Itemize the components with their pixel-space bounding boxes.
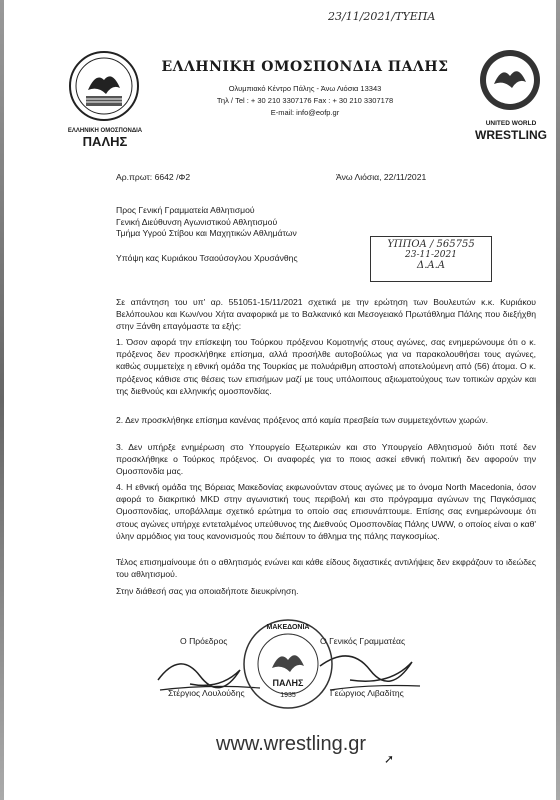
intro-paragraph: Σε απάντηση του υπ' αρ. 551051-15/11/2021 σχετικά με την ερώτηση των Βουλευτών κ.κ. Κυριάκου Βελόπουλου και Κων/νου Χήτα αναφορικά με το Βαλκανικό και Μεσογειακό Πρωτάθλημα Πάλης που διεξήχθη στην Ξάνθη επαγόμαστε τα εξής: [116, 297, 536, 332]
handwritten-note: 23/11/2021/ΤΥΕΠΑ [328, 10, 436, 23]
left-logo-small-text: ΕΛΛΗΝΙΚΗ ΟΜΟΣΠΟΝΔΙΑ [67, 128, 143, 134]
official-seal [242, 618, 334, 710]
seal-top-text: ΜΑΚΕΔΟΝΙΑ [266, 624, 310, 631]
seal-bottom-text: ΠΑΛΗΣ [272, 678, 304, 688]
scan-right-edge [556, 0, 560, 800]
right-logo-small-text: UNITED WORLD [485, 120, 537, 127]
place-date: Άνω Λιόσια, 22/11/2021 [336, 172, 427, 182]
left-logo-big-text: ΠΑΛΗΣ [82, 134, 128, 149]
paragraph-4: 4. Η εθνική ομάδα της Βόρειας Μακεδονίας εκφωνούνταν στους αγώνες με το όνομα North Macedonia, όσον αφορά το διακριτικό MKD στην αγωνιστική τους περιβολή και στο πρόγραμμα αγώνων της Παγκόσμιας Ομοσπονδίας, υποβάλλαμε σχετικό ερώτημα το οποίο σας επισυνάπτουμε. Επίσης σας ενημερώνουμε ότι στους αγώνες υπήρχε εντεταλμένος υπεύθυνος της Διεθνούς Ομοσπονδίας Πάλης UWW, ο οποίος είναι ο καθ' ύλην αρμόδιος για τους κανονισμούς που διέπουν το άθλημα της πάλης παγκοσμίως. [116, 482, 536, 541]
org-address: Ολυμπιακό Κέντρο Πάλης - Άνω Λιόσια 13343 [228, 84, 382, 93]
footer-url[interactable]: www.wrestling.gr [216, 733, 367, 755]
uww-logo [478, 48, 542, 112]
paragraph-1: 1. Όσον αφορά την επίσκεψη του Τούρκου πρόξενου Κομοτηνής στους αγώνες, σας ενημερώνουμε ότι ο κ. πρόξενος δεν προσκλήθηκε επίσημα, αλλά προσήλθε αυτοβούλως για να παρακολουθήσει τους αγώνες, καθώς συμμετείχε η εθνική ομάδα της Τουρκίας με πολυάριθμη αποστολή αποτελούμενη από (56) άτομα. Ο κ. πρόξενος κάθισε στις θέσεις των επισήμων μαζί με τους υπόλοιπους αξιωματούχους των τοπικών αρχών και της διεθνούς και ελληνικής ομοσπονδίας. [116, 337, 536, 396]
org-title: ΕΛΛΗΝΙΚΗ ΟΜΟΣΠΟΝΔΙΑ ΠΑΛΗΣ [161, 59, 449, 75]
scan-left-edge [0, 0, 4, 800]
seal-year: 1935 [280, 692, 296, 699]
recipients-block [116, 205, 297, 240]
closing-line: Στην διάθεσή σας για οποιαδήποτε διευκρίνηση. [116, 586, 299, 596]
federation-logo [68, 50, 140, 122]
attention-line: Υπόψη κας Κυριάκου Τσαούσογλου Χρυσάνθης [116, 253, 298, 263]
secretary-title: Ο Γενικός Γραμματέας [320, 636, 406, 646]
right-logo-big-text: WRESTLING [475, 128, 547, 142]
received-stamp [370, 236, 492, 282]
mouse-cursor-icon: ➚ [384, 752, 395, 766]
recipient-line: Τμήμα Υγρού Στίβου και Μαχητικών Αθλημάτων [116, 228, 297, 238]
stamp-date: 23-11-2021 [405, 250, 457, 260]
paragraph-2: 2. Δεν προσκλήθηκε επίσημα κανένας πρόξενος από καμία πρεσβεία των συμμετεχόντων χωρών. [116, 415, 489, 425]
secretary-name: Γεώργιος Λιβαδίτης [330, 688, 404, 698]
recipient-line: Γενική Διεύθυνση Αγωνιστικού Αθλητισμού [116, 216, 278, 227]
org-phones: Τηλ / Tel : + 30 210 3307176 Fax : + 30 210 3307178 [216, 96, 394, 105]
paragraph-3: 3. Δεν υπήρξε ενημέρωση στο Υπουργείο Εξωτερικών και στο Υπουργείο Αθλητισμού διότι ποτέ δεν προσκλήθηκε ο Τούρκος πρόξενος. Οι αναφορές για το ποιος ασκεί εθνική πολιτική δεν αφορούν την Ομοσπονδία μας. [116, 442, 536, 477]
recipient-line: Προς Γενική Γραμματεία Αθλητισμού [116, 205, 255, 215]
stamp-number: ΥΠΠΟΑ / 565755 [387, 239, 475, 250]
org-email: E-mail: info@eofp.gr [270, 108, 340, 117]
president-title: Ο Πρόεδρος [180, 636, 228, 646]
reference-number: Αρ.πρωτ: 6642 /Φ2 [116, 172, 191, 182]
president-name: Στέργιος Λουλούδης [168, 688, 245, 698]
stamp-department: Δ.Α.Α [416, 260, 446, 271]
closing-paragraph: Τέλος επισημαίνουμε ότι ο αθλητισμός ενώνει και κάθε είδους διχαστικές αντιλήψεις δεν εκφράζουν το ιδεώδες του αθλητισμού. [116, 557, 536, 580]
